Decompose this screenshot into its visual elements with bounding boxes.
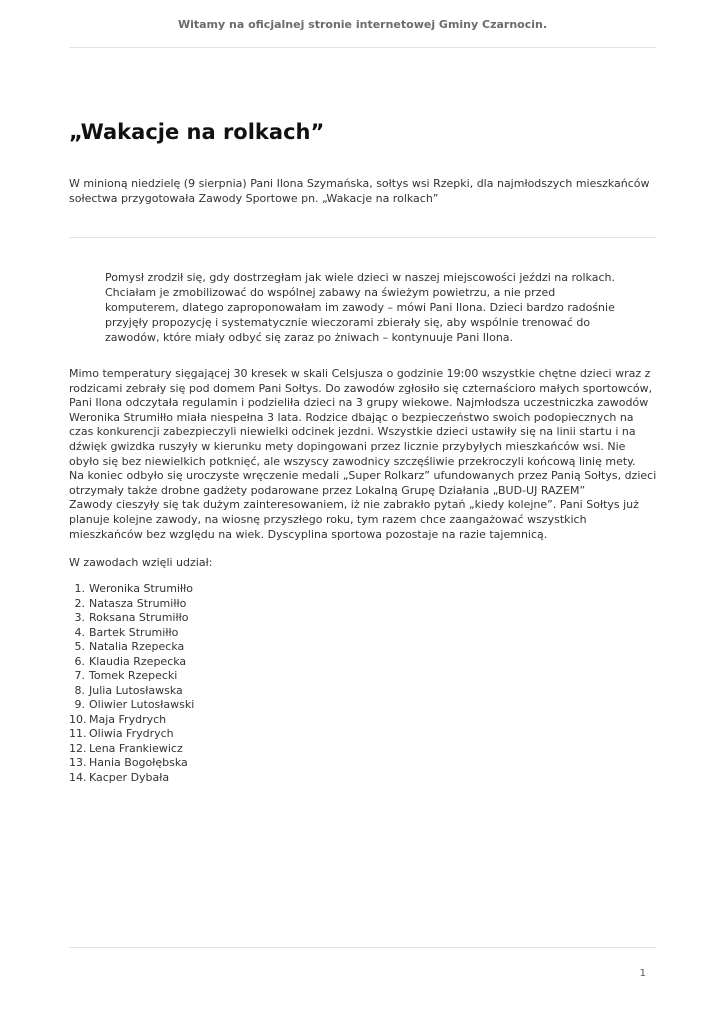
list-number: 1. bbox=[74, 582, 85, 595]
site-header: Witamy na oficjalnej stronie internetowej Gminy Czarnocin. bbox=[177, 18, 548, 31]
body-paragraph: Zawody cieszyły się tak dużym zainteresowaniem, iż nie zabrakło pytań „kiedy kolejne”. Pani Sołtys już planuje kolejne zawody, na wiosnę przyszłego roku, tym razem chce zaangażować wszystkich mieszkańców bez względu na wiek. Dyscyplina sportowa pozostaje na razie tajemnicą. bbox=[69, 498, 639, 541]
body-paragraph: Na koniec odbyło się uroczyste wręczenie medali „Super Rolkarz” ufundowanych przez Panią Sołtys, dzieci otrzymały także drobne gadżety podarowane przez Lokalną Grupę Działania „BUD-UJ RAZEM” bbox=[69, 469, 657, 497]
participants-heading: W zawodach wzięli udział: bbox=[69, 556, 213, 569]
page-number: 1 bbox=[639, 968, 646, 979]
list-number: 5. bbox=[74, 640, 85, 653]
list-item bbox=[69, 597, 194, 612]
participant-name: Klaudia Rzepecka bbox=[89, 654, 187, 668]
list-item bbox=[69, 684, 194, 699]
header-divider bbox=[69, 47, 656, 48]
list-item bbox=[69, 655, 194, 670]
participant-name: Natasza Strumiłło bbox=[89, 596, 187, 610]
list-number: 7. bbox=[74, 669, 85, 682]
list-number: 12. bbox=[69, 741, 87, 755]
article-body bbox=[69, 367, 659, 542]
article-title: „Wakacje na rolkach” bbox=[69, 120, 325, 144]
list-number: 10. bbox=[69, 712, 87, 726]
intro-divider bbox=[69, 237, 656, 238]
participant-name: Bartek Strumiłło bbox=[89, 625, 179, 639]
list-item bbox=[69, 727, 194, 742]
article-intro: W minioną niedzielę (9 sierpnia) Pani Ilona Szymańska, sołtys wsi Rzepki, dla najmłodszych mieszkańców sołectwa przygotowała Zawody Sportowe pn. „Wakacje na rolkach” bbox=[69, 177, 650, 205]
list-item bbox=[69, 771, 194, 786]
participants-list bbox=[69, 582, 194, 785]
list-number: 8. bbox=[74, 683, 85, 697]
footer-divider bbox=[69, 947, 656, 948]
list-number: 2. bbox=[74, 596, 85, 610]
list-item bbox=[69, 640, 194, 655]
list-number: 6. bbox=[74, 654, 85, 668]
participant-name: Hania Bogołębska bbox=[89, 756, 188, 769]
list-number: 13. bbox=[69, 756, 87, 769]
list-item bbox=[69, 611, 194, 626]
list-item bbox=[69, 626, 194, 641]
list-number: 9. bbox=[74, 698, 85, 711]
participant-name: Oliwier Lutosławski bbox=[89, 698, 195, 711]
participant-name: Kacper Dybała bbox=[89, 770, 170, 784]
list-number: 11. bbox=[69, 727, 87, 740]
list-item bbox=[69, 582, 194, 597]
list-number: 4. bbox=[74, 625, 85, 639]
list-item bbox=[69, 742, 194, 757]
participant-name: Natalia Rzepecka bbox=[89, 640, 185, 653]
participant-name: Tomek Rzepecki bbox=[89, 669, 178, 682]
list-number: 3. bbox=[74, 611, 85, 624]
participant-name: Weronika Strumiłło bbox=[89, 582, 193, 595]
participant-name: Oliwia Frydrych bbox=[89, 727, 174, 740]
list-item bbox=[69, 756, 194, 771]
participant-name: Roksana Strumiłło bbox=[89, 611, 189, 624]
list-item bbox=[69, 713, 194, 728]
list-number: 14. bbox=[69, 770, 87, 784]
article-quote: Pomysł zrodził się, gdy dostrzegłam jak wiele dzieci w naszej miejscowości jeździ na rolkach. Chciałam je zmobilizować do wspólnej zabawy na świeżym powietrzu, a nie przed komputerem, dlatego zaproponowałam im zawody – mówi Pani Ilona. Dzieci bardzo radośnie przyjęły propozycję i systematycznie wieczorami zbierały się, aby wspólnie trenować do zawodów, które miały odbyć się zaraz po żniwach – kontynuuje Pani Ilona. bbox=[105, 271, 615, 344]
participant-name: Julia Lutosławska bbox=[89, 683, 183, 697]
body-paragraph: Mimo temperatury sięgającej 30 kresek w skali Celsjusza o godzinie 19:00 wszystkie chętne dzieci wraz z rodzicami zebrały się pod domem Pani Sołtys. Do zawodów zgłosiło się czternaścioro małych sportowców, Pani Ilona odczytała regulamin i podzieliła dzieci na 3 grupy wiekowe. Najmłodsza uczestniczka zawodów Weronika Strumiłło miała niespełna 3 lata. Rodzice dbając o bezpieczeństwo swoich podopiecznych na czas konkurencji zabezpieczyli niewielki odcinek jezdni. Wszystkie dzieci ustawiły się na linii startu i na dźwięk gwizdka ruszyły w kierunku mety dopingowani przez licznie przybyłych mieszkańców wsi. Nie obyło się bez niewielkich potknięć, ale wszyscy zawodnicy szczęśliwie przekroczyli końcową linię mety. bbox=[69, 367, 653, 468]
list-item bbox=[69, 669, 194, 684]
list-item bbox=[69, 698, 194, 713]
participant-name: Maja Frydrych bbox=[89, 712, 167, 726]
participant-name: Lena Frankiewicz bbox=[89, 741, 183, 755]
